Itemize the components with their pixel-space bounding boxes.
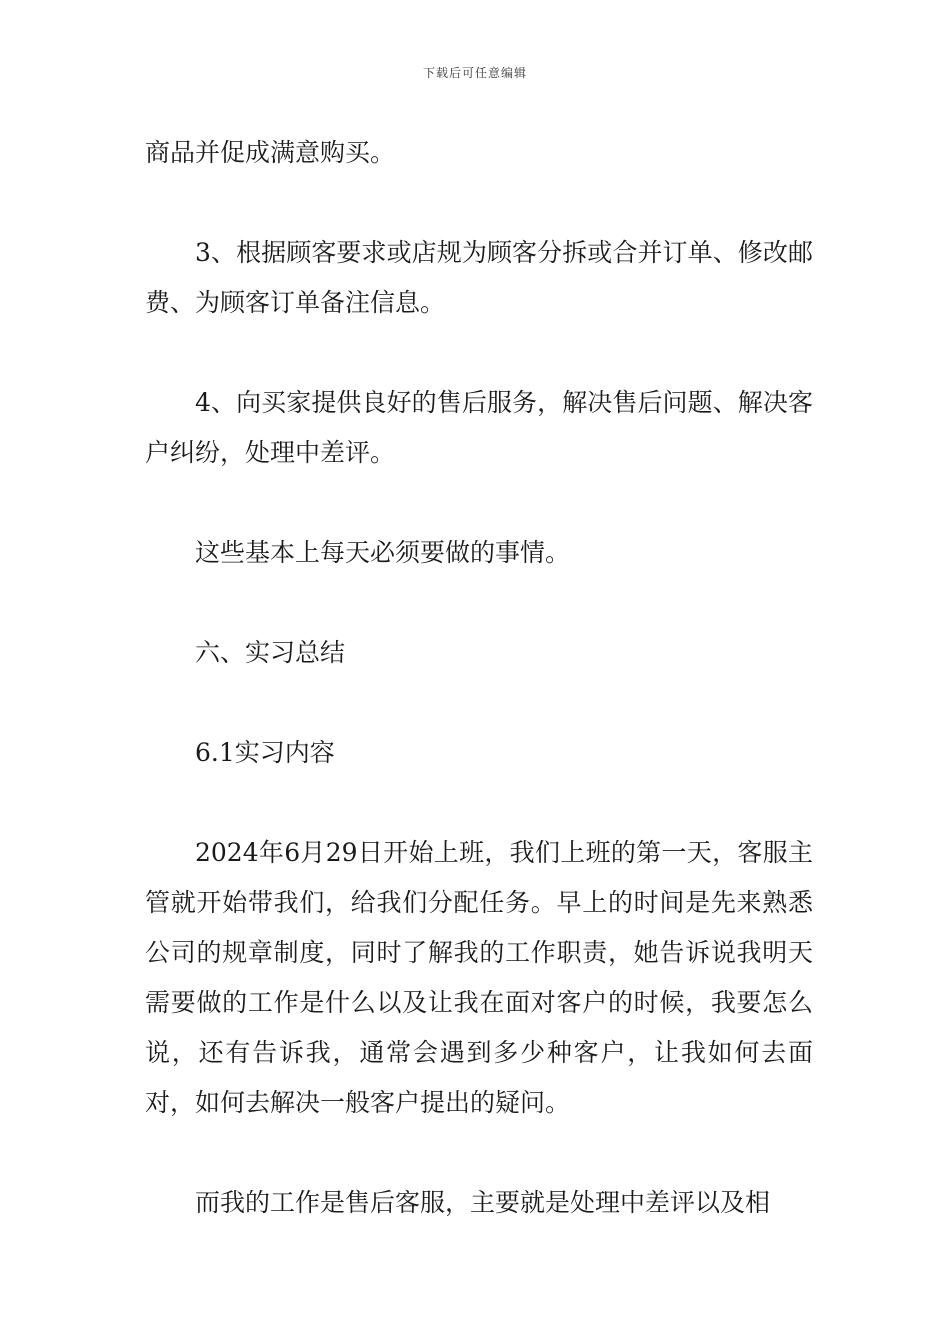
paragraph-summary: 这些基本上每天必须要做的事情。 — [195, 538, 571, 567]
subsection-heading: 6.1实习内容 — [195, 738, 335, 767]
paragraph-internship-content: 2024年6月29日开始上班，我们上班的第一天，客服主管就开始带我们，给我们分配任务。早上的时间是先来熟悉公司的规章制度，同时了解我的工作职责，她告诉说我明天需要做的工作是什么以及让我在面对客户的时候，我要怎么说，还有告诉我，通常会遇到多少种客户，让我如何去面对，如何去解决一般客户提出的疑问。 — [145, 838, 813, 1117]
page-header: 下载后可任意编辑 — [422, 66, 527, 80]
paragraph-work-description: 而我的工作是售后客服，主要就是处理中差评以及相 — [195, 1188, 771, 1217]
paragraph-item-4: 4、向买家提供良好的售后服务，解决售后问题、解决客户纠纷，处理中差评。 — [145, 388, 813, 467]
section-heading: 六、实习总结 — [195, 638, 346, 667]
paragraph-continuation: 商品并促成满意购买。 — [145, 138, 396, 167]
paragraph-item-3: 3、根据顾客要求或店规为顾客分拆或合并订单、修改邮费、为顾客订单备注信息。 — [145, 238, 813, 317]
document-body — [145, 128, 813, 1278]
